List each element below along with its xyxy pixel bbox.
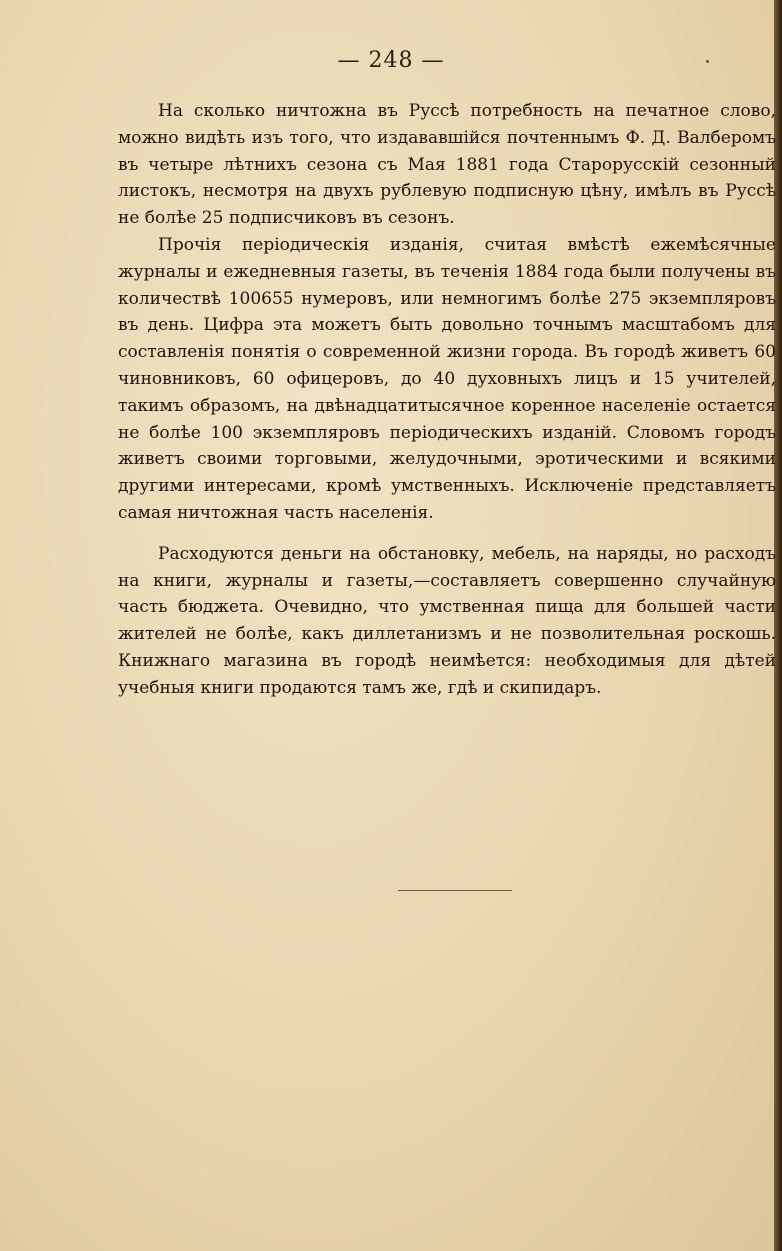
paragraph-3: Расходуются деньги на обстановку, мебель, на наряды, но расходъ на книги, журналы и газеты,—составляетъ совершенно случайную часть бюджета. Очевидно, что умственная пища для большей части жителей не болѣе, какъ диллетанизмъ и не позволительная роскошь. Книжнаго магазина въ городѣ неимѣется: необходимыя для дѣтей учебныя книги продаются тамъ же, гдѣ и скипидаръ. (118, 543, 776, 698)
section-divider (398, 890, 512, 891)
page-number: — 248 — (337, 48, 445, 73)
paragraph-1: На сколько ничтожна въ Руссѣ потребность на печатное слово, можно видѣть изъ того, что издававшійся почтеннымъ Ф. Д. Валберомъ въ четыре лѣтнихъ сезона съ Мая 1881 года Старорусскій сезонный листокъ, несмотря на двухъ рублевую подписную цѣну, имѣлъ въ Руссѣ не болѣе 25 подписчиковъ въ сезонъ. (118, 101, 776, 229)
body-text (118, 98, 776, 702)
paragraph-2: Прочія періодическія изданія, считая вмѣстѣ ежемѣсячные журналы и ежедневныя газеты, въ теченія 1884 года были получены въ количествѣ 100655 нумеровъ, или немногимъ болѣе 275 экземпляровъ въ день. Цифра эта можетъ быть довольно точнымъ масштабомъ для составленія понятія о современной жизни города. Въ городѣ живетъ 60 чиновниковъ, 60 офицеровъ, до 40 духовныхъ лицъ и 15 учителей, такимъ образомъ, на двѣнадцатитысячное коренное населеніе остается не болѣе 100 экземпляровъ періодическихъ изданій. Словомъ городъ живетъ своими торговыми, желудочными, эротическими и всякими другими интересами, кромѣ умственныхъ. Исключеніе представляетъ самая ничтожная часть населенія. (118, 234, 776, 523)
